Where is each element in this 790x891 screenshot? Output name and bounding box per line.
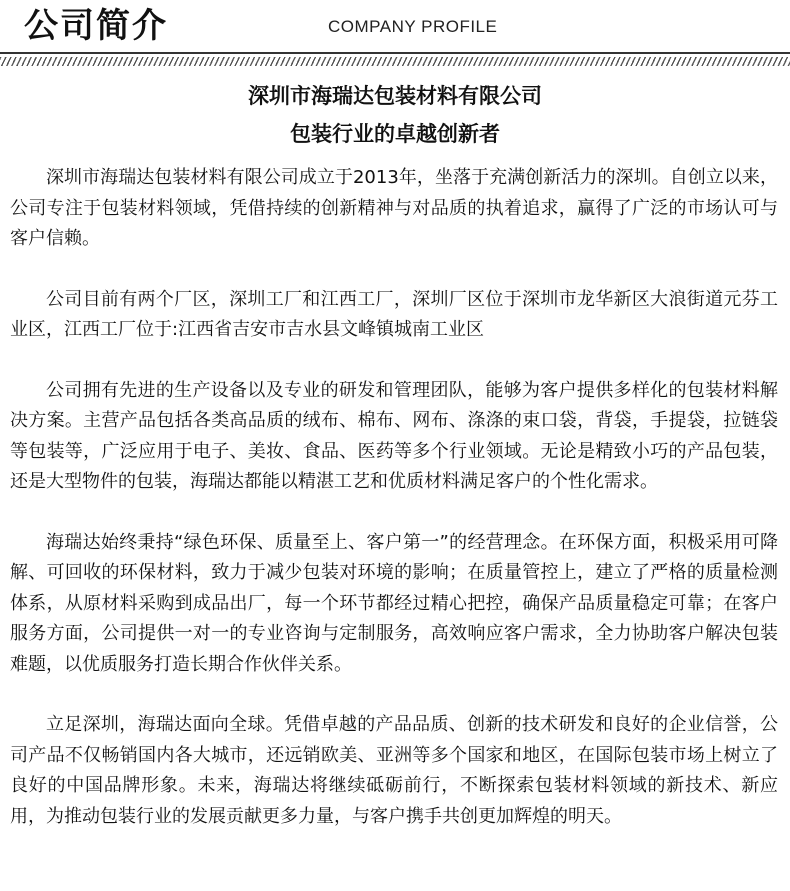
profile-body xyxy=(10,163,778,862)
company-name-heading: 深圳市海瑞达包装材料有限公司 xyxy=(248,84,542,108)
paragraph-products: 公司拥有先进的生产设备以及专业的研发和管理团队，能够为客户提供多样化的包装材料解决方案。主营产品包括各类高品质的绒布、棉布、网布、涤涤的束口袋，背袋，手提袋，拉链袋等包装等，广泛应用于电子、美妆、食品、医药等多个行业领域。无论是精致小巧的产品包装，还是大型物件的包装，海瑞达都能以精湛工艺和优质材料满足客户的个性化需求。 xyxy=(10,379,778,492)
paragraph-intro: 深圳市海瑞达包装材料有限公司成立于2013年，坐落于充满创新活力的深圳。自创立以来，公司专注于包装材料领域，凭借持续的创新精神与对品质的执着追求，赢得了广泛的市场认可与客户信赖。 xyxy=(10,167,778,249)
paragraph-factories: 公司目前有两个厂区，深圳工厂和江西工厂，深圳厂区位于深圳市龙华新区大浪街道元芬工业区，江西工厂位于:江西省吉安市吉水县文峰镇城南工业区 xyxy=(10,288,778,340)
header-divider-line xyxy=(0,52,790,54)
section-title-en: COMPANY PROFILE xyxy=(328,17,498,36)
paragraph-global: 立足深圳，海瑞达面向全球。凭借卓越的产品品质、创新的技术研发和良好的企业信誉，公司产品不仅畅销国内各大城市，还远销欧美、亚洲等多个国家和地区，在国际包装市场上树立了良好的中国品牌形象。未来，海瑞达将继续砥砺前行，不断探索包装材料领域的新技术、新应用，为推动包装行业的发展贡献更多力量，与客户携手共创更加辉煌的明天。 xyxy=(10,714,778,827)
section-title-cn: 公司简介 xyxy=(24,6,168,46)
company-slogan: 包装行业的卓越创新者 xyxy=(290,122,500,146)
profile-header xyxy=(0,0,790,52)
header-hatch-divider xyxy=(0,57,790,66)
paragraph-philosophy: 海瑞达始终秉持“绿色环保、质量至上、客户第一”的经营理念。在环保方面，积极采用可降解、可回收的环保材料，致力于减少包装对环境的影响；在质量管控上，建立了严格的质量检测体系，从原材料采购到成品出厂，每一个环节都经过精心把控，确保产品质量稳定可靠；在客户服务方面，公司提供一对一的专业咨询与定制服务，高效响应客户需求，全力协助客户解决包装难题，以优质服务打造长期合作伙伴关系。 xyxy=(10,531,778,675)
